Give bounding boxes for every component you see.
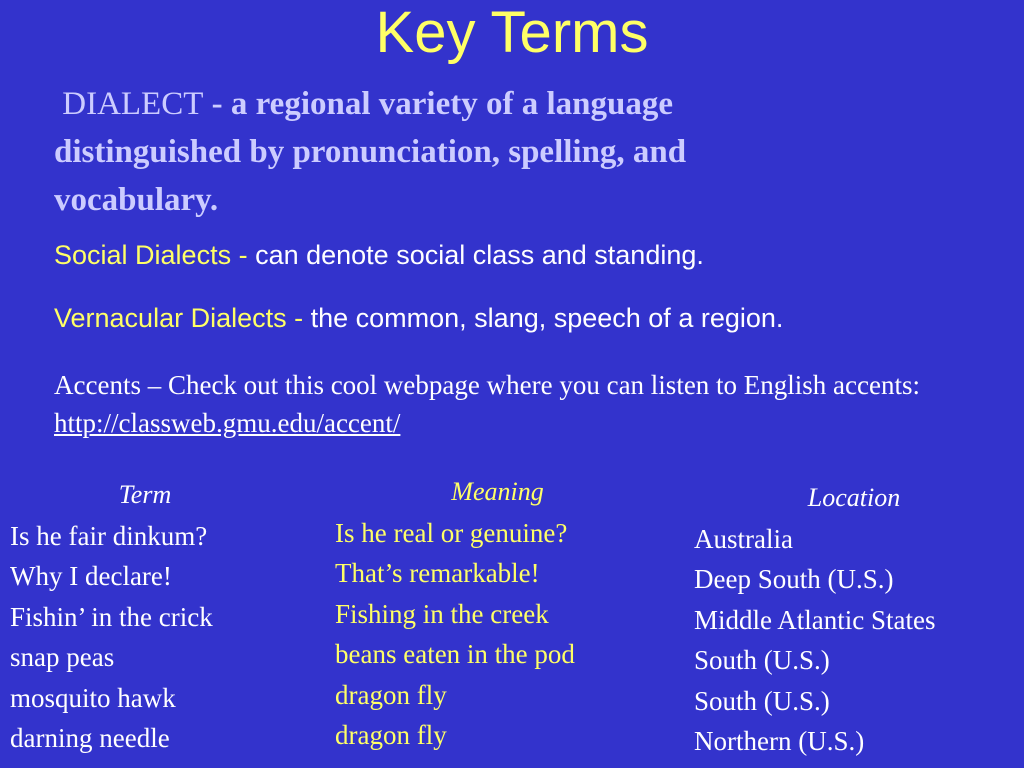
term-header: Term	[118, 480, 172, 509]
accents-text: Accents – Check out this cool webpage where you can listen to English accents:	[54, 370, 921, 400]
term-item: Fishin’ in the crick	[10, 601, 213, 632]
social-dialects-text: can denote social class and standing.	[255, 240, 704, 270]
term-item: Is he fair dinkum?	[10, 520, 208, 551]
meaning-item: Fishing in the creek	[335, 598, 549, 629]
meaning-header: Meaning	[451, 477, 544, 506]
meaning-item: dragon fly	[335, 720, 447, 750]
dialect-definition-text: - a regional variety of a language distinguished by pronunciation, spelling, and vocabulary.	[54, 86, 687, 218]
location-header: Location	[807, 483, 901, 512]
location-item: Australia	[694, 523, 793, 554]
vernacular-dialects-label: Vernacular Dialects -	[54, 303, 311, 333]
location-item: South (U.S.)	[694, 685, 830, 716]
vernacular-dialects-line	[54, 303, 783, 334]
social-dialects-label: Social Dialects -	[54, 240, 256, 270]
vernacular-dialects-text: the common, slang, speech of a region.	[310, 303, 784, 333]
location-item: South (U.S.)	[694, 645, 830, 675]
accents-paragraph	[54, 366, 954, 442]
meaning-item: That’s remarkable!	[335, 558, 540, 588]
location-column	[694, 478, 1014, 762]
accent-webpage-link[interactable]: http://classweb.gmu.edu/accent/	[54, 408, 401, 438]
term-column	[10, 475, 300, 759]
term-item: Why I declare!	[10, 561, 172, 591]
location-item: Middle Atlantic States	[694, 604, 936, 635]
term-item: mosquito hawk	[10, 682, 176, 713]
meaning-item: dragon fly	[335, 679, 447, 710]
meaning-item: Is he real or genuine?	[335, 517, 568, 548]
location-item: Deep South (U.S.)	[694, 564, 894, 594]
meaning-item: beans eaten in the pod	[335, 639, 575, 669]
dialect-term: DIALECT	[62, 86, 204, 122]
slide-title: Key Terms	[375, 0, 649, 65]
location-item: Northern (U.S.)	[694, 726, 865, 756]
term-item: snap peas	[10, 642, 115, 672]
meaning-column	[335, 472, 665, 756]
social-dialects-line	[54, 240, 704, 271]
term-item: darning needle	[10, 723, 170, 753]
dialect-definition	[54, 80, 854, 224]
